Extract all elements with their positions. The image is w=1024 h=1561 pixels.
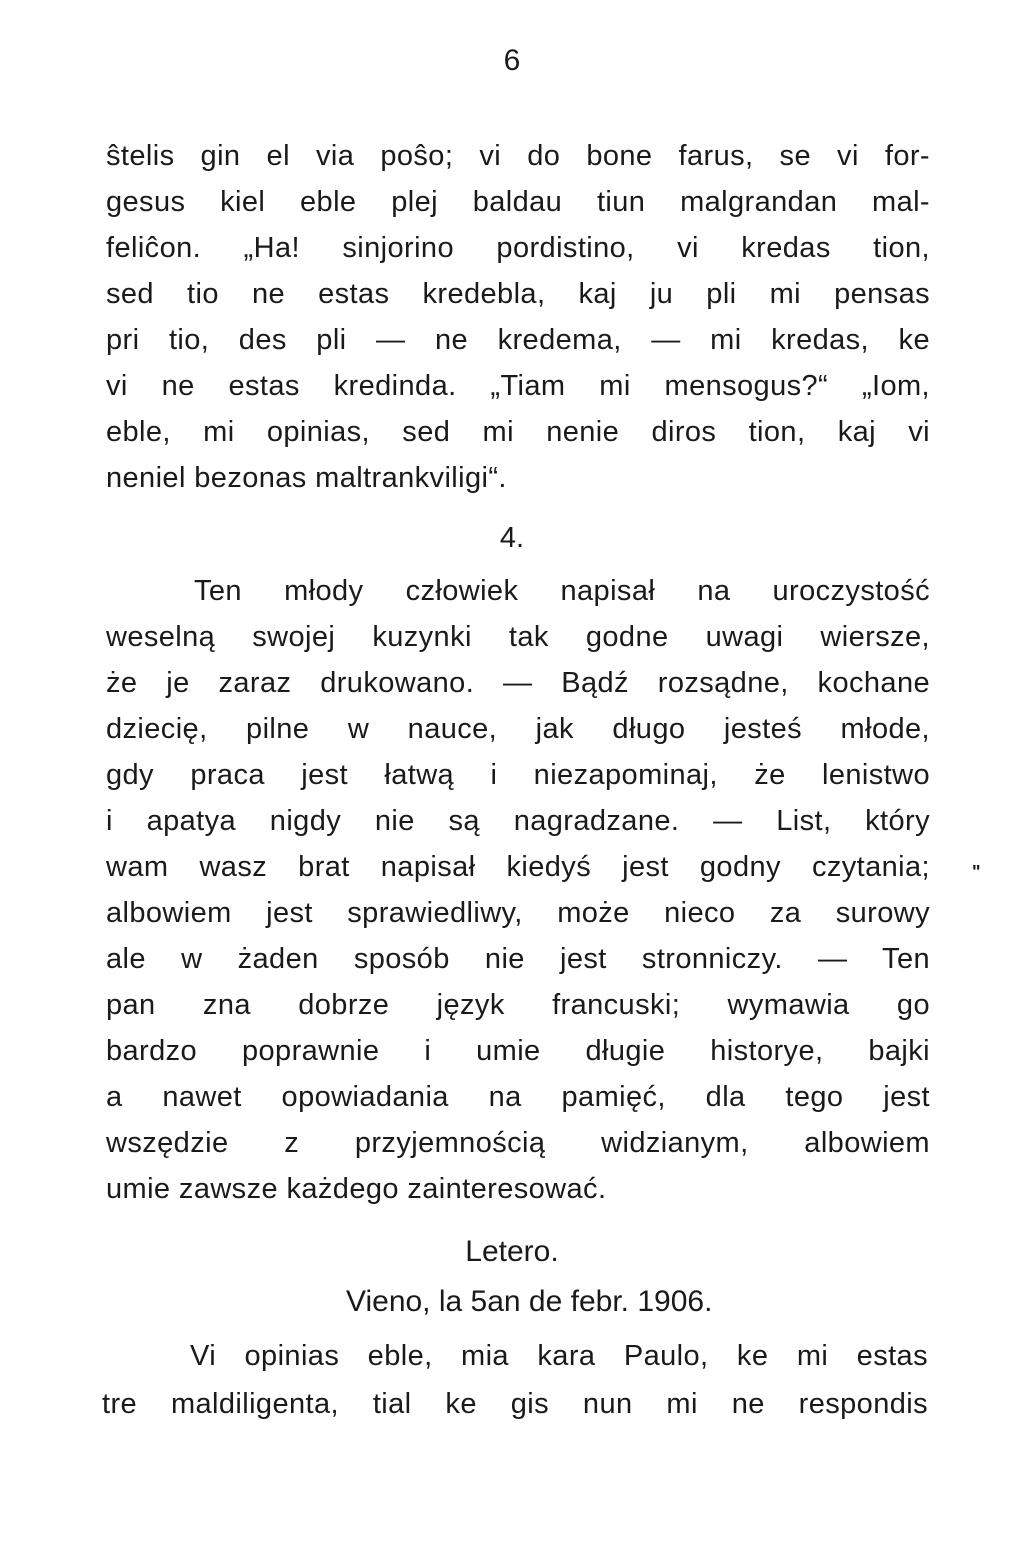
text-line: tre maldiligenta, tial ke gis nun mi ne respondis xyxy=(102,1388,928,1420)
letter-body xyxy=(102,1333,928,1429)
text-line: a nawet opowiadania na pamięć, dla tego jest xyxy=(106,1081,930,1113)
page-number: 6 xyxy=(503,44,521,77)
text-line: pri tio, des pli — ne kredema, — mi kredas, ke xyxy=(106,324,930,356)
text-line: sed tio ne estas kredebla, kaj ju pli mi pensas xyxy=(106,278,930,310)
text-line: umie zawsze każdego zainteresować. xyxy=(106,1173,607,1205)
paragraph-polish xyxy=(106,568,930,1212)
text-line: ale w żaden sposób nie jest stronniczy. — Ten xyxy=(106,943,930,975)
text-line: i apatya nigdy nie są nagradzane. — List, który xyxy=(106,805,930,837)
letter-heading: Letero. xyxy=(465,1235,559,1268)
section-number: 4. xyxy=(499,522,525,554)
text-line: wszędzie z przyjemnością widzianym, albowiem xyxy=(106,1127,930,1159)
text-line: weselną swojej kuzynki tak godne uwagi wiersze, xyxy=(106,621,930,653)
text-line: neniel bezonas maltrankviligi“. xyxy=(106,462,507,494)
text-line: feliĉon. „Ha! sinjorino pordistino, vi kredas tion, xyxy=(106,232,930,264)
text-line: że je zaraz drukowano. — Bądź rozsądne, kochane xyxy=(106,667,930,699)
paragraph-esperanto xyxy=(106,133,930,501)
text-line: pan zna dobrze język francuski; wymawia go xyxy=(106,989,930,1021)
text-line: gdy praca jest łatwą i niezapominaj, że lenistwo xyxy=(106,759,930,791)
text-line: dziecię, pilne w nauce, jak długo jesteś młode, xyxy=(106,713,930,745)
text-line: ŝtelis gin el via poŝo; vi do bone farus, se vi for- xyxy=(106,140,930,172)
text-line: bardzo poprawnie i umie długie historye, bajki xyxy=(106,1035,930,1067)
text-line: Ten młody człowiek napisał na uroczystość xyxy=(194,575,930,607)
text-line: wam wasz brat napisał kiedyś jest godny czytania; xyxy=(106,851,930,883)
text-line: eble, mi opinias, sed mi nenie diros tion, kaj vi xyxy=(106,416,930,448)
text-line: albowiem jest sprawiedliwy, może nieco za surowy xyxy=(106,897,930,929)
margin-mark: " xyxy=(972,862,981,882)
text-line: gesus kiel eble plej baldau tiun malgrandan mal- xyxy=(106,186,930,218)
letter-dateline: Vieno, la 5an de febr. 1906. xyxy=(346,1285,713,1318)
text-line: vi ne estas kredinda. „Tiam mi mensogus?“ „Iom, xyxy=(106,370,930,402)
text-line: Vi opinias eble, mia kara Paulo, ke mi estas xyxy=(190,1340,928,1372)
